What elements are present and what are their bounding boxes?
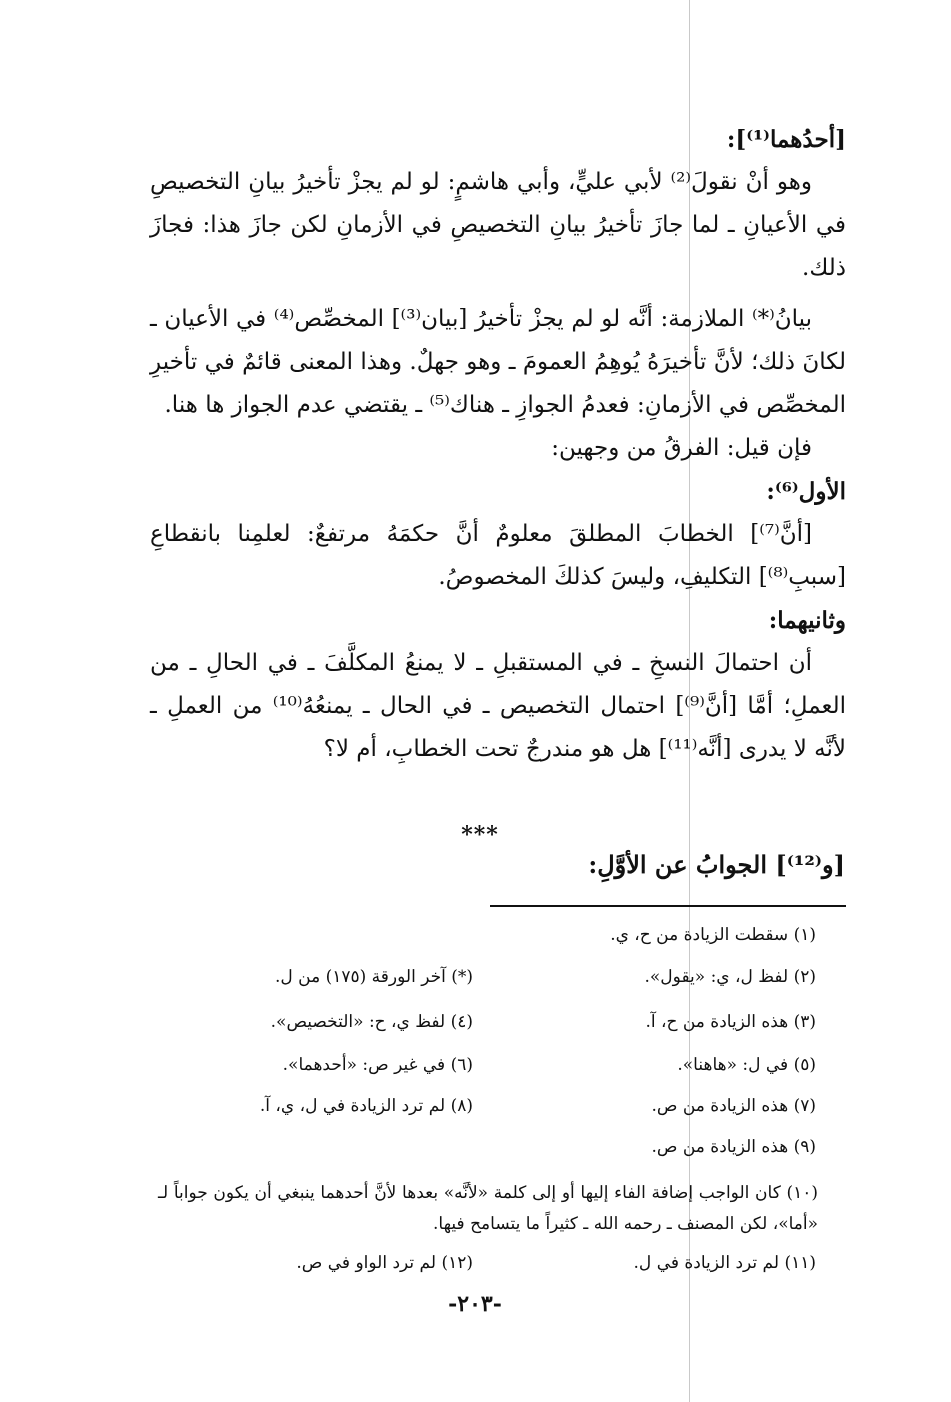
footnote: (٤) لفظ ي، ح: «التخصيص». bbox=[270, 1012, 473, 1032]
main-text bbox=[150, 118, 846, 771]
footnote: (٨) لم ترد الزيادة في ل، ي، آ. bbox=[259, 1096, 473, 1116]
paragraph: وهو أنْ نقولَ⁽²⁾ لأبي عليٍّ، وأبي هاشمٍ: لو لم يجزْ تأخيرُ بيانِ التخصيصِ في الأعيانِ ـ لما جازَ تأخيرُ بيانِ التخصيصِ في الأزمانِ لكن جازَ هذا: فجازَ ذلك. bbox=[150, 169, 846, 281]
paragraph: فإن قيل: الفرقُ من وجهين: bbox=[551, 435, 812, 461]
paragraph: أن احتمالَ النسخِ ـ في المستقبلِ ـ لا يمنعُ المكلَّفَ ـ في الحالِ ـ من العملِ؛ أمَّا [أنَّ⁽⁹⁾] احتمال التخصيص ـ في الحال ـ يمنعُهُ⁽¹⁰⁾ من العملِ ـ لأنَّه لا يدرى [أنَّه⁽¹¹⁾] هل هو مندرجٌ تحت الخطابِ، أم لا؟ bbox=[150, 650, 846, 762]
page-number: -٢٠٣- bbox=[448, 1291, 502, 1317]
footnote: (٢) لفظ ل، ي: «يقول». bbox=[644, 967, 816, 987]
footnote: (١) سقطت الزيادة من ح، ي. bbox=[610, 925, 816, 945]
footnote: (٣) هذه الزيادة من ح، آ. bbox=[645, 1012, 816, 1032]
footnote: (١١) لم ترد الزيادة في ل. bbox=[633, 1253, 816, 1273]
footnote: (٧) هذه الزيادة من ص. bbox=[651, 1096, 816, 1116]
section-separator: *** bbox=[461, 822, 499, 848]
heading-first: [أحدُهما⁽¹⁾]: bbox=[726, 126, 846, 153]
footnote: (٩) هذه الزيادة من ص. bbox=[651, 1137, 816, 1157]
paragraph: بيانُ⁽*⁾ الملازمة: أنَّه لو لم يجزْ تأخيرُ [بيان⁽³⁾] المخصِّص⁽⁴⁾ في الأعيان ـ لكانَ ذلك؛ لأنَّ تأخيرَهُ يُوهِمُ العمومَ ـ وهو جهلٌ. وهذا المعنى قائمٌ في تأخيرِ المخصِّص في الأزمانِ: فعدمُ الجوازِ ـ هناك⁽⁵⁾ ـ يقتضي عدم الجواز ها هنا. bbox=[150, 306, 846, 418]
footnote: (٥) في ل: «هاهنا». bbox=[677, 1055, 816, 1075]
heading-second-difference: وثانيهما: bbox=[768, 607, 846, 634]
footnote: (*) آخر الورقة (١٧٥) من ل. bbox=[274, 967, 473, 987]
heading-first-difference: الأول⁽⁶⁾: bbox=[766, 478, 846, 505]
footnote-rule bbox=[490, 905, 846, 907]
footnote: (١٠) كان الواجب إضافة الفاء إليها أو إلى كلمة «لأنَّه» بعدها لأنَّ أحدهما ينبغي أن يكون جواباً لـ «أما»، لكن المصنف ـ رحمه الله ـ كثيراً ما يتسامح فيها. bbox=[158, 1183, 818, 1234]
paragraph: [أنَّ⁽⁷⁾] الخطابَ المطلقَ معلومٌ أنَّ حكمَهُ مرتفعٌ: لعلمِنا بانقطاعِ [سببِ⁽⁸⁾] التكليفِ، وليسَ كذلكَ المخصوصُ. bbox=[150, 521, 846, 590]
footnote: (٦) في غير ص: «أحدهما». bbox=[282, 1055, 473, 1075]
heading-answer: [و⁽¹²⁾] الجوابُ عن الأوَّلِ: bbox=[588, 850, 845, 879]
footnote: (١٢) لم ترد الواو في ص. bbox=[296, 1253, 473, 1273]
